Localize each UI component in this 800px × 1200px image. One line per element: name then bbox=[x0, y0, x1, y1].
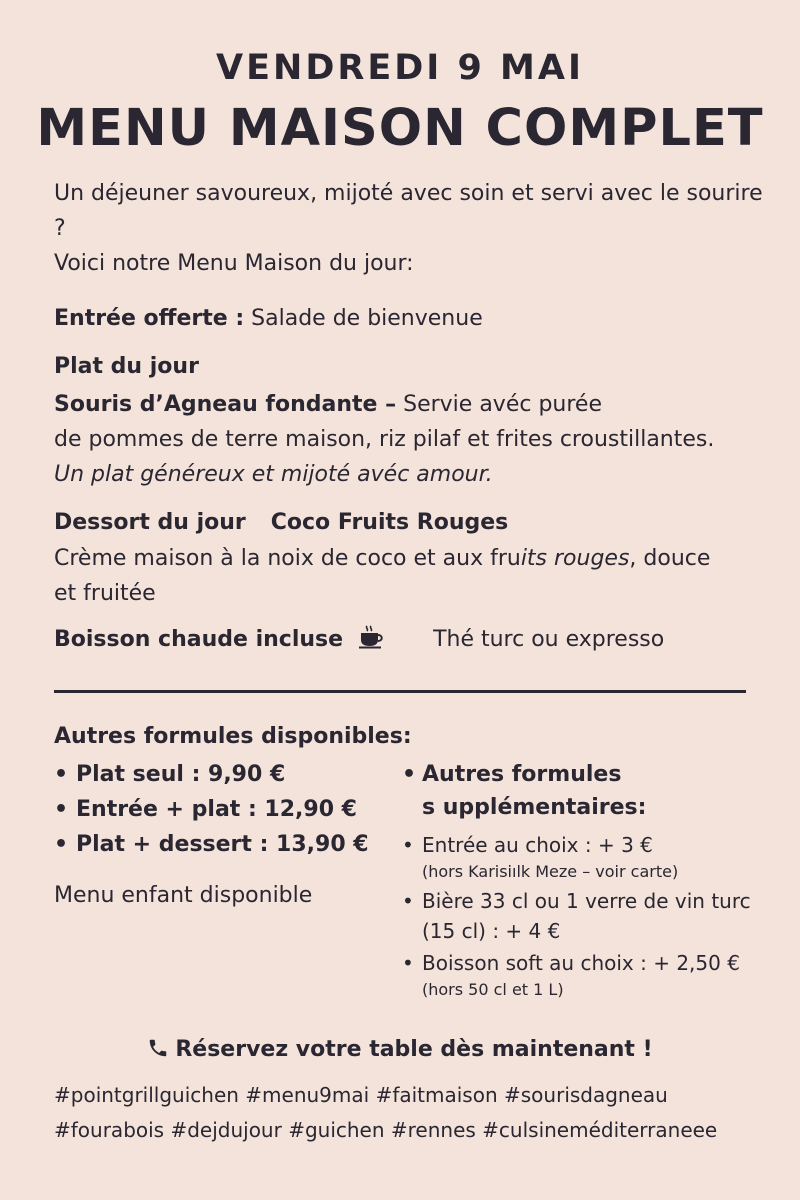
supplement-note: (hors Karisiılk Meze – voir carte) bbox=[422, 862, 679, 881]
reservation-line bbox=[0, 1037, 800, 1065]
plat-desc-1: Servie avéc purée bbox=[403, 392, 602, 417]
boisson-label: Boisson chaude incluse bbox=[54, 627, 344, 652]
intro-line-1: Un déjeuner savoureux, mijoté avec soin et servi avec le sourire ? bbox=[54, 181, 763, 241]
supplement-note: (hors 50 cl et 1 L) bbox=[422, 980, 564, 999]
dessert-desc-2: et fruitée bbox=[54, 581, 156, 606]
supplements-list bbox=[402, 830, 782, 1002]
list-item bbox=[402, 830, 782, 884]
plat-tagline: Un plat généreux et mijoté avéc amour. bbox=[54, 462, 493, 487]
menu-enfant: Menu enfant disponible bbox=[54, 883, 313, 908]
boisson-text: Thé turc ou expresso bbox=[433, 627, 665, 652]
plat-desc-2: de pommes de terre maison, riz pilaf et frites croustillantes. bbox=[54, 427, 715, 452]
formules-heading: Autres formules disponibles: bbox=[54, 724, 412, 749]
dessert-desc-b: its rouges bbox=[520, 546, 630, 571]
list-item bbox=[402, 948, 782, 1002]
phone-icon bbox=[147, 1037, 169, 1065]
menu-date: VENDREDI 9 MAI bbox=[216, 48, 584, 88]
supplements-heading-2: s upplémentaires: bbox=[422, 795, 647, 820]
coffee-cup-icon bbox=[358, 625, 386, 655]
list-item: • Plat seul : 9,90 € bbox=[54, 760, 369, 795]
entree-text: Salade de bienvenue bbox=[251, 306, 483, 331]
dessert-label: Dessort du jour bbox=[54, 510, 246, 535]
supplement-text: Entrée au choix : + 3 € bbox=[422, 833, 653, 857]
section-divider bbox=[54, 690, 746, 693]
entree-label: Entrée offerte : bbox=[54, 306, 245, 331]
dessert-desc-a: Crème maison à la noix de coco et aux fru bbox=[54, 546, 521, 571]
plat-heading: Plat du jour bbox=[54, 354, 199, 379]
dessert-desc-c: , douce bbox=[629, 546, 711, 571]
list-item: • Entrée + plat : 12,90 € bbox=[54, 795, 369, 830]
list-item: • Plat + dessert : 13,90 € bbox=[54, 830, 369, 865]
plat-name: Souris d’Agneau fondante – bbox=[54, 392, 397, 417]
dessert-name: Coco Fruits Rouges bbox=[270, 510, 509, 535]
menu-title: MENU MAISON COMPLET bbox=[36, 99, 764, 158]
list-item bbox=[402, 886, 782, 946]
supplements-heading-1: Autres formules bbox=[422, 762, 622, 787]
intro-text bbox=[54, 176, 774, 281]
hashtags-line-1: #pointgrillguichen #menu9mai #faitmaison #sourisdagneau bbox=[54, 1083, 668, 1107]
formules-list bbox=[54, 760, 369, 865]
supplements-block bbox=[402, 758, 782, 1004]
supplements-heading bbox=[402, 758, 782, 824]
hashtags bbox=[54, 1078, 774, 1148]
boisson-line bbox=[54, 625, 664, 655]
entree-line bbox=[54, 306, 483, 331]
plat-name-line bbox=[54, 392, 602, 417]
hashtags-line-2: #fourabois #dejdujour #guichen #rennes #culsineméditerraneee bbox=[54, 1118, 718, 1142]
dessert-desc-1 bbox=[54, 546, 710, 571]
intro-line-2: Voici notre Menu Maison du jour: bbox=[54, 251, 414, 276]
supplement-text: Bière 33 cl ou 1 verre de vin turc (15 cl) : + 4 € bbox=[422, 889, 751, 943]
dessert-line bbox=[54, 510, 508, 535]
supplement-text: Boisson soft au choix : + 2,50 € bbox=[422, 951, 740, 975]
reservation-text: Réservez votre table dès maintenant ! bbox=[175, 1037, 653, 1062]
